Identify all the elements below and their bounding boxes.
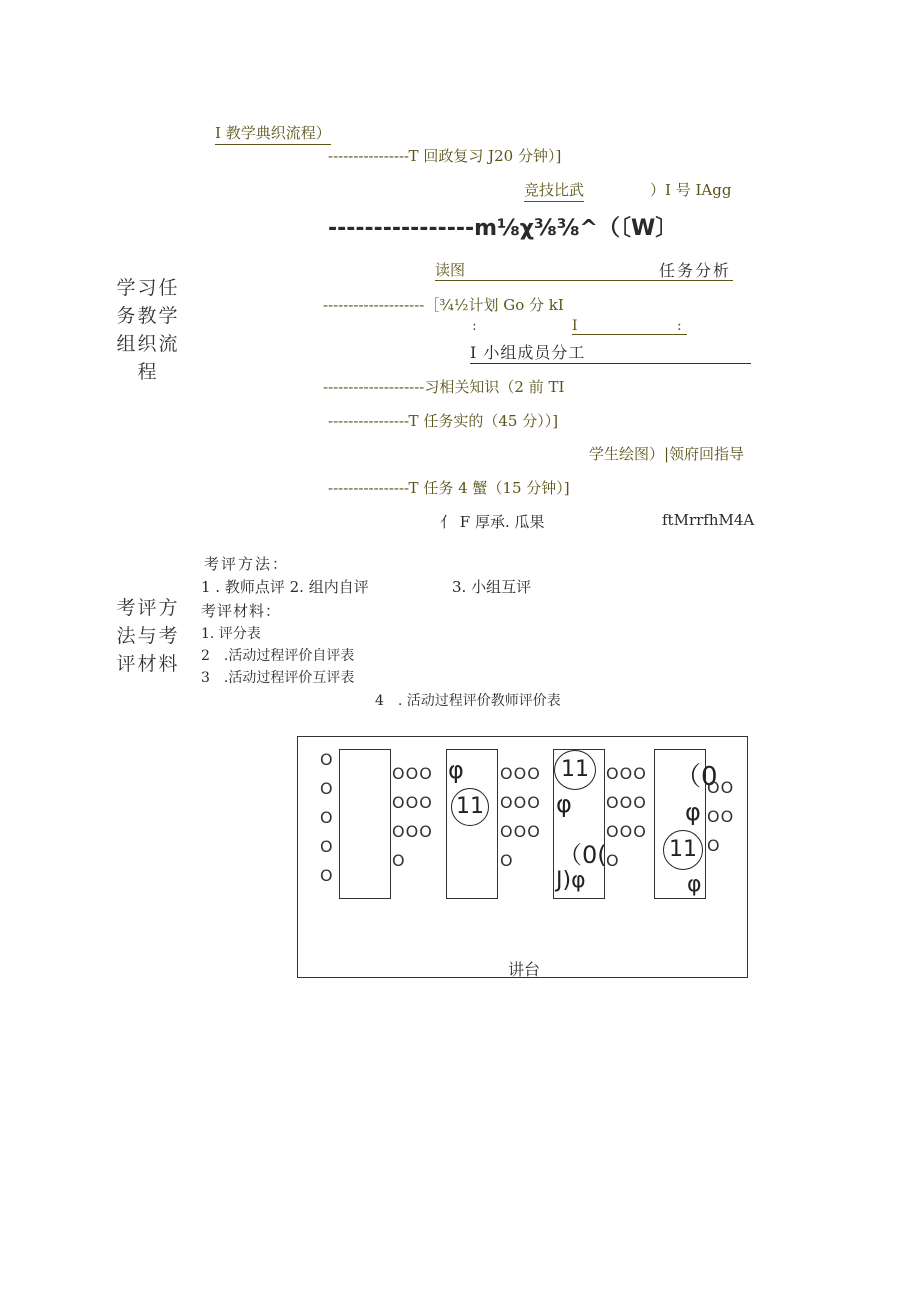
seat-column-4: OOO OOO OOO O [606, 764, 647, 870]
flow-competition-label: 竞技比武 [524, 179, 584, 202]
flow-step-garbled: ----------------m⅛χ⅜⅜^（〔W〕 [328, 216, 678, 241]
paren-zero: （0 [675, 762, 718, 792]
flow-step-review: ----------------T 回政复习 J20 分钟）] [328, 147, 562, 165]
colon-left: : [472, 318, 477, 334]
desk-3 [553, 749, 605, 899]
eval-material-4: 4 . 活动过程评价教师评价表 [375, 693, 561, 709]
desk-2 [446, 749, 498, 899]
side-label-evaluation: 考评方法与考评材料 [116, 597, 180, 675]
flow-group-division: I 小组成员分工 [470, 340, 751, 364]
phi-symbol: φ [687, 872, 702, 897]
phi-symbol: φ [685, 798, 701, 826]
podium-label: 讲台 [508, 960, 541, 979]
eval-material-2: 2 .活动过程评价自评表 [201, 648, 355, 664]
numbered-circle: 11 [663, 830, 703, 870]
phi-symbol: φ [448, 756, 464, 784]
eval-methods-line: 1 . 教师点评 2. 组内自评 [201, 578, 369, 596]
flow-reading-label: 读图 [435, 261, 466, 279]
flow-heading: I 教学典织流程） [215, 122, 331, 145]
numbered-circle: 11 [451, 788, 489, 826]
flow-step-implement: ----------------T 任务实的（45 分））] [328, 412, 559, 430]
colon-mid: I [572, 318, 687, 335]
flow-competition-note: ）I 号 IAgg [650, 181, 732, 199]
flow-result-left: 亻 F 厚承. 瓜果 [440, 513, 545, 531]
phi-symbol: φ [556, 790, 572, 818]
flow-task-analysis: 任务分析 [659, 261, 732, 280]
flow-step-plan: --------------------［¾½计划 Go 分 kI [323, 296, 564, 314]
seat-column-5: OO OO O [707, 778, 735, 855]
seat-column-1: O O O O O [320, 750, 334, 885]
colon-right: : [677, 318, 682, 334]
desk-4 [654, 749, 718, 899]
seat-column-2: OOO OOO OOO O [392, 764, 433, 870]
flow-step-knowledge: --------------------习相关知识（2 前 TI [323, 378, 565, 396]
flow-step-task4: ----------------T 任务 4 蟹（15 分钟）] [328, 479, 570, 497]
flow-result-right: ftMrrfhM4A [662, 511, 755, 529]
eval-methods-title: 考评方法： [204, 555, 290, 573]
side-label-task-flow: 学习任务教学组织流程 [116, 277, 180, 383]
eval-materials-title: 考评材料： [201, 602, 282, 620]
flow-student-drawing: 学生绘图）|领府回指导 [589, 445, 745, 463]
numbered-circle: 11 [554, 750, 596, 790]
seat-column-3: OOO OOO OOO O [500, 764, 541, 870]
desk-1 [339, 749, 391, 899]
classroom-diagram [297, 736, 748, 978]
eval-methods-third: 3. 小组互评 [452, 578, 532, 596]
eval-material-1: 1. 评分表 [201, 626, 261, 642]
paren-zero: （0( [558, 841, 607, 869]
paren-j-phi: J)φ [556, 868, 586, 893]
eval-material-3: 3 .活动过程评价互评表 [201, 670, 355, 686]
